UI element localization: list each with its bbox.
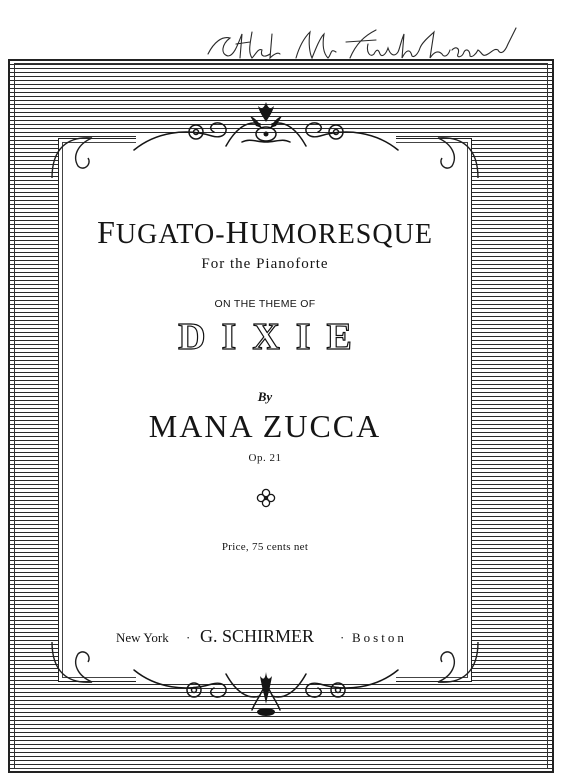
by-label: By [257,389,273,404]
publisher-name: G. SCHIRMER [200,626,315,646]
theme-label: ON THE THEME OF [214,298,316,310]
title-part-1: UGATO- [115,219,226,250]
piece-title [58,214,472,251]
title-part-2: UMORESQUE [249,219,433,250]
composer-name: MANA ZUCCA [148,408,382,444]
city-boston: Boston [352,630,407,645]
city-new-york: New York [116,630,169,645]
price-label: Price, 75 cents net [221,541,309,553]
top-scroll-ornament-icon [126,98,406,160]
title-initial-2: H [225,214,250,250]
flower-ornament-icon [256,488,276,508]
separator-dot: · [340,630,345,645]
opus-number: Op. 21 [248,452,282,464]
title-initial: F [97,214,116,250]
separator-dot: · [186,630,191,645]
bottom-scroll-ornament-icon [126,660,406,722]
theme-title: DIXIE [178,316,368,358]
piece-subtitle: For the Pianoforte [201,256,329,272]
